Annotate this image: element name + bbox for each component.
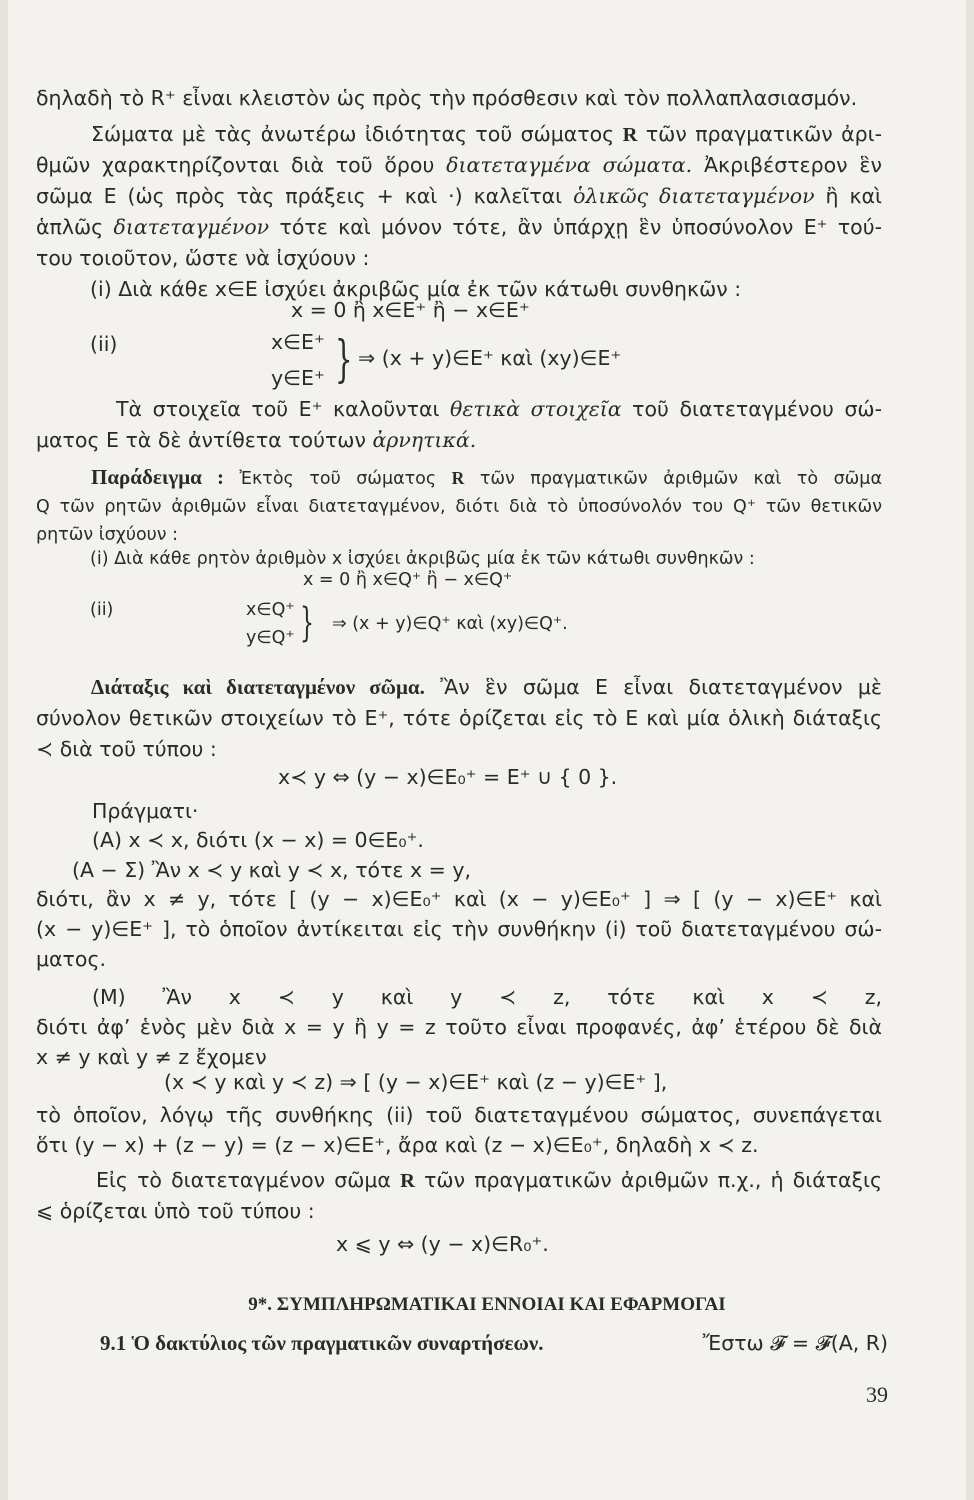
italic-term: ὁλικῶς διατεταγμένον [573, 184, 815, 208]
text-span: ἢ καὶ [825, 184, 882, 208]
text-line: σύνολον θετικῶν στοιχείων τὸ E⁺, τότε ὁρίζεται εἰς τὸ E καὶ μία ὁλικὴ διάταξις [36, 706, 882, 730]
text-span: τοῦ διατεταγμένου σώ- [632, 397, 882, 421]
property-A-S: (A − Σ) Ἂν x ≺ y καὶ y ≺ x, τότε x = y, [72, 858, 472, 882]
condition-ii-label: (ii) [90, 332, 118, 356]
text-line [36, 462, 882, 494]
text-line: x ≠ y καὶ y ≠ z ἔχομεν [36, 1045, 267, 1069]
text-line [36, 394, 882, 424]
formula-consequence: ⇒ (x + y)∈Q⁺ καὶ (xy)∈Q⁺. [332, 614, 568, 634]
italic-term: θετικὰ στοιχεῖα [449, 397, 622, 421]
text-line [36, 672, 882, 702]
example-heading: Παράδειγμα : [91, 465, 225, 489]
text-line: του τοιοῦτον, ὥστε νὰ ἰσχύουν : [36, 246, 370, 270]
page-edge-left [0, 0, 8, 1500]
text-line: διότι ἀφ’ ἑνὸς μὲν διὰ x = y ἢ y = z τοῦτο εἶναι προφανές, ἀφ’ ἑτέρου δὲ διὰ [36, 1015, 882, 1039]
formula-line: x = 0 ἢ x∈E⁺ ἢ − x∈E⁺ [291, 298, 530, 322]
text-span: ἁπλῶς [36, 215, 104, 239]
formula-line: x ⩽ y ⇔ (y − x)∈R₀⁺. [336, 1232, 549, 1256]
formula-premise: x∈Q⁺ [246, 600, 295, 620]
text-line: ρητῶν ἰσχύουν : [36, 525, 179, 545]
text-span: Ἀκριβέστερον ἓν [703, 153, 882, 177]
text-span: Ἂν ἓν σῶμα E εἶναι διατεταγμένον μὲ [440, 675, 882, 699]
text-span: τῶν πραγματικῶν ἀριθμῶν καὶ τὸ σῶμα [479, 469, 882, 489]
text-span: τῶν πραγματικῶν ἀρι- [645, 122, 882, 146]
text-line: (x − y)∈E⁺ ], τὸ ὁποῖον ἀντίκειται εἰς τὴν συνθήκην (i) τοῦ διατεταγμένου σώ- [36, 917, 882, 941]
text-line: ὅτι (y − x) + (z − y) = (z − x)∈E⁺, ἄρα καὶ (z − x)∈E₀⁺, δηλαδὴ x ≺ z. [36, 1133, 759, 1157]
text-line: τὸ ὁποῖον, λόγῳ τῆς συνθήκης (ii) τοῦ διατεταγμένου σώματος, συνεπάγεται [36, 1103, 882, 1127]
text-line: ⩽ ὁρίζεται ὑπὸ τοῦ τύπου : [36, 1199, 315, 1223]
italic-term: διατεταγμένον [113, 215, 270, 239]
formula-premise: y∈Q⁺ [246, 628, 295, 648]
italic-term: ἀρνητικά. [372, 428, 477, 452]
formula-premise: y∈E⁺ [271, 366, 325, 390]
text-line [36, 212, 882, 242]
text-line [36, 119, 882, 150]
formula-consequence: ⇒ (x + y)∈E⁺ καὶ (xy)∈E⁺ [358, 346, 622, 370]
text-line: Πράγματι· [92, 799, 199, 823]
text-span: θμῶν χαρακτηρίζονται διὰ τοῦ ὅρου [36, 153, 435, 177]
condition-ii-label: (ii) [90, 600, 114, 620]
property-A: (A) x ≺ x, διότι (x − x) = 0∈E₀⁺. [92, 828, 424, 852]
text-line [36, 181, 882, 211]
text-span: Τὰ στοιχεῖα τοῦ E⁺ καλοῦνται [116, 397, 440, 421]
text-line: διότι, ἂν x ≠ y, τότε [ (y − x)∈E₀⁺ καὶ (x − y)∈E₀⁺ ] ⇒ [ (y − x)∈E⁺ καὶ [36, 887, 882, 911]
text-line: Q τῶν ρητῶν ἀριθμῶν εἶναι διατεταγμένον, διότι διὰ τὸ ὑποσύνολόν του Q⁺ τῶν θετικῶν [36, 497, 882, 517]
formula-line: (x ≺ y καὶ y ≺ z) ⇒ [ (y − x)∈E⁺ καὶ (z − y)∈E⁺ ], [164, 1070, 668, 1094]
right-brace: } [300, 600, 314, 646]
text-span: τότε καὶ μόνον τότε, ἂν ὑπάρχῃ ἓν ὑποσύνολον E⁺ τού- [279, 215, 882, 239]
condition-i: (i) Διὰ κάθε ρητὸν ἀριθμὸν x ἰσχύει ἀκριβῶς μία ἐκ τῶν κάτωθι συνθηκῶν : [90, 549, 755, 569]
text-span: ματος E τὰ δὲ ἀντίθετα τούτων [36, 428, 373, 452]
text-span: Ἐκτὸς τοῦ σώματος [239, 469, 437, 489]
text-span: Εἰς τὸ διατεταγμένον σῶμα [96, 1168, 391, 1192]
bold-symbol: R [400, 1170, 415, 1192]
text-line [36, 150, 882, 180]
formula-line: x≺ y ⇔ (y − x)∈E₀⁺ = E⁺ ∪ { 0 }. [278, 765, 618, 789]
text-line: ≺ διὰ τοῦ τύπου : [36, 737, 217, 761]
page-edge-right [966, 0, 974, 1500]
text-line [36, 1165, 882, 1196]
subsection-line [100, 1328, 888, 1358]
condition-i: (i) Διὰ κάθε x∈E ἰσχύει ἀκριβῶς μία ἐκ τῶν κάτωθι συνθηκῶν : [90, 277, 742, 301]
property-M: (M) Ἂν x ≺ y καὶ y ≺ z, τότε καὶ x ≺ z, [92, 985, 882, 1009]
text-line: ματος. [36, 947, 106, 971]
italic-term: διατεταγμένα σώματα. [446, 153, 693, 177]
section-run-in-heading: Διάταξις καὶ διατεταγμένον σῶμα. [91, 675, 425, 699]
text-line: δηλαδὴ τὸ R⁺ εἶναι κλειστὸν ὡς πρὸς τὴν πρόσθεσιν καὶ τὸν πολλαπλασιασμόν. [36, 86, 858, 110]
page-number: 39 [866, 1382, 888, 1407]
section-heading: 9*. ΣΥΜΠΛΗΡΩΜΑΤΙΚΑΙ ΕΝΝΟΙΑΙ ΚΑΙ ΕΦΑΡΜΟΓΑΙ [248, 1294, 726, 1315]
formula-line: x = 0 ἢ x∈Q⁺ ἢ − x∈Q⁺ [303, 570, 513, 590]
text-span: Σώματα μὲ τὰς ἀνωτέρω ἰδιότητας τοῦ σώματος [91, 122, 615, 146]
text-span: σῶμα E (ὡς πρὸς τὰς πράξεις + καὶ ·) καλεῖται [36, 184, 563, 208]
text-span: τῶν πραγματικῶν ἀριθμῶν π.χ., ἡ διάταξις [424, 1168, 882, 1192]
text-span: Ἔστω 𝓕 = 𝓕(A, R) [702, 1331, 888, 1355]
subsection-heading: 9.1 Ὁ δακτύλιος τῶν πραγματικῶν συναρτήσεων. [100, 1331, 544, 1355]
right-brace: } [335, 330, 353, 388]
text-line [36, 425, 882, 455]
bold-symbol: R [622, 124, 638, 146]
formula-premise: x∈E⁺ [271, 330, 325, 354]
bold-symbol: R [451, 468, 465, 488]
